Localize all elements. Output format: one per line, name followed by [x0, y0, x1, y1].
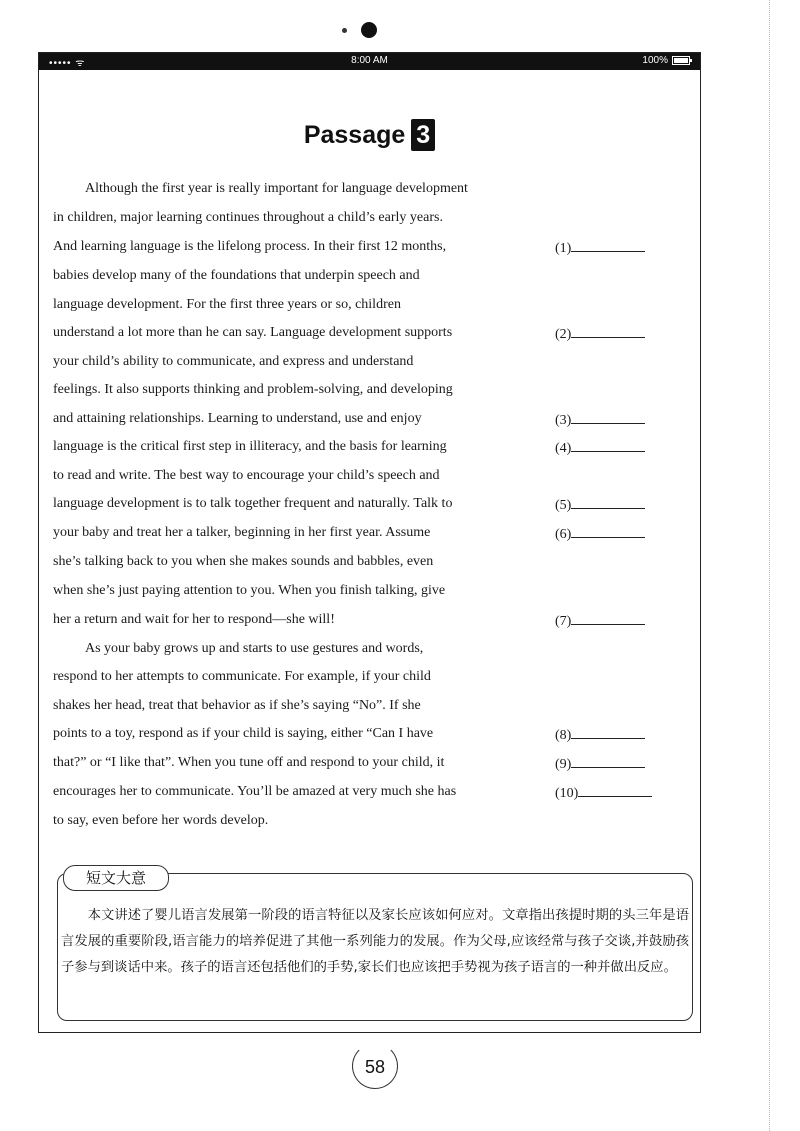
- battery-icon: [672, 56, 690, 65]
- passage-line: language development. For the first three years or so, children: [53, 297, 401, 312]
- passage-line: Although the first year is really important for language development: [85, 181, 468, 196]
- passage-line: And learning language is the lifelong process. In their first 12 months,: [53, 239, 447, 254]
- tablet-screen: [38, 52, 701, 1033]
- passage-title: [39, 119, 700, 151]
- passage-line: when she’s just paying attention to you. When you finish talking, give: [53, 583, 446, 598]
- passage-title-text: Passage: [303, 121, 406, 149]
- passage-line: language development is to talk together frequent and naturally. Talk to: [53, 496, 453, 511]
- battery-status: [642, 55, 690, 66]
- passage-line: understand a lot more than he can say. Language development supports: [53, 325, 453, 340]
- answer-blank-1[interactable]: (1): [555, 237, 645, 259]
- summary-text: 本文讲述了婴儿语言发展第一阶段的语言特征以及家长应该如何应对。文章指出孩提时期的头三年是语言发展的重要阶段,语言能力的培养促进了其他一系列能力的发展。作为父母,应该经常与孩子交谈,并鼓励孩子参与到谈话中来。孩子的语言还包括他们的手势,家长们也应该把手势视为孩子语言的一种并做出反应。: [61, 908, 689, 975]
- passage-line: encourages her to communicate. You’ll be amazed at very much she has: [53, 784, 457, 799]
- status-bar: [39, 53, 700, 70]
- battery-percent: 100%: [642, 55, 668, 66]
- passage-line: As your baby grows up and starts to use gestures and words,: [85, 641, 424, 656]
- answer-blank-8[interactable]: (8): [555, 724, 645, 746]
- passage-line: and attaining relationships. Learning to understand, use and enjoy: [53, 411, 422, 426]
- passage-line: language is the critical first step in illiteracy, and the basis for learning: [53, 439, 447, 454]
- camera-icon: [361, 22, 377, 38]
- page-edge-marks: [769, 0, 772, 1131]
- summary-label: 短文大意: [63, 865, 169, 891]
- passage-line: your baby and treat her a talker, beginning in her first year. Assume: [53, 525, 431, 540]
- answer-blank-4[interactable]: (4): [555, 437, 645, 459]
- passage-line: she’s talking back to you when she makes sounds and babbles, even: [53, 554, 434, 569]
- sensor-dot: [342, 28, 347, 33]
- answer-blank-10[interactable]: (10): [555, 782, 652, 804]
- answer-blank-6[interactable]: (6): [555, 523, 645, 545]
- passage-line: to read and write. The best way to encourage your child’s speech and: [53, 468, 440, 483]
- passage-line: her a return and wait for her to respond—she will!: [53, 612, 335, 627]
- status-time: 8:00 AM: [351, 55, 388, 66]
- passage-line: babies develop many of the foundations that underpin speech and: [53, 268, 420, 283]
- passage-line: respond to her attempts to communicate. For example, if your child: [53, 669, 431, 684]
- passage-line: points to a toy, respond as if your child is saying, either “Can I have: [53, 726, 434, 741]
- answer-blank-3[interactable]: (3): [555, 409, 645, 431]
- answer-blank-7[interactable]: (7): [555, 610, 645, 632]
- answer-blank-9[interactable]: (9): [555, 753, 645, 775]
- answer-blank-5[interactable]: (5): [555, 494, 645, 516]
- answer-blank-2[interactable]: (2): [555, 323, 645, 345]
- passage-number-badge: 3: [411, 119, 435, 151]
- passage-line: shakes her head, treat that behavior as if she’s saying “No”. If she: [53, 698, 421, 713]
- signal-wifi-icon: ••••• ᯤ: [49, 58, 86, 69]
- page-number: 58: [352, 1043, 398, 1089]
- passage-line: in children, major learning continues throughout a child’s early years.: [53, 210, 443, 225]
- passage-line: that?” or “I like that”. When you tune off and respond to your child, it: [53, 755, 445, 770]
- passage-line: to say, even before her words develop.: [53, 813, 269, 828]
- passage-line: feelings. It also supports thinking and problem-solving, and developing: [53, 382, 453, 397]
- passage-line: your child’s ability to communicate, and express and understand: [53, 354, 414, 369]
